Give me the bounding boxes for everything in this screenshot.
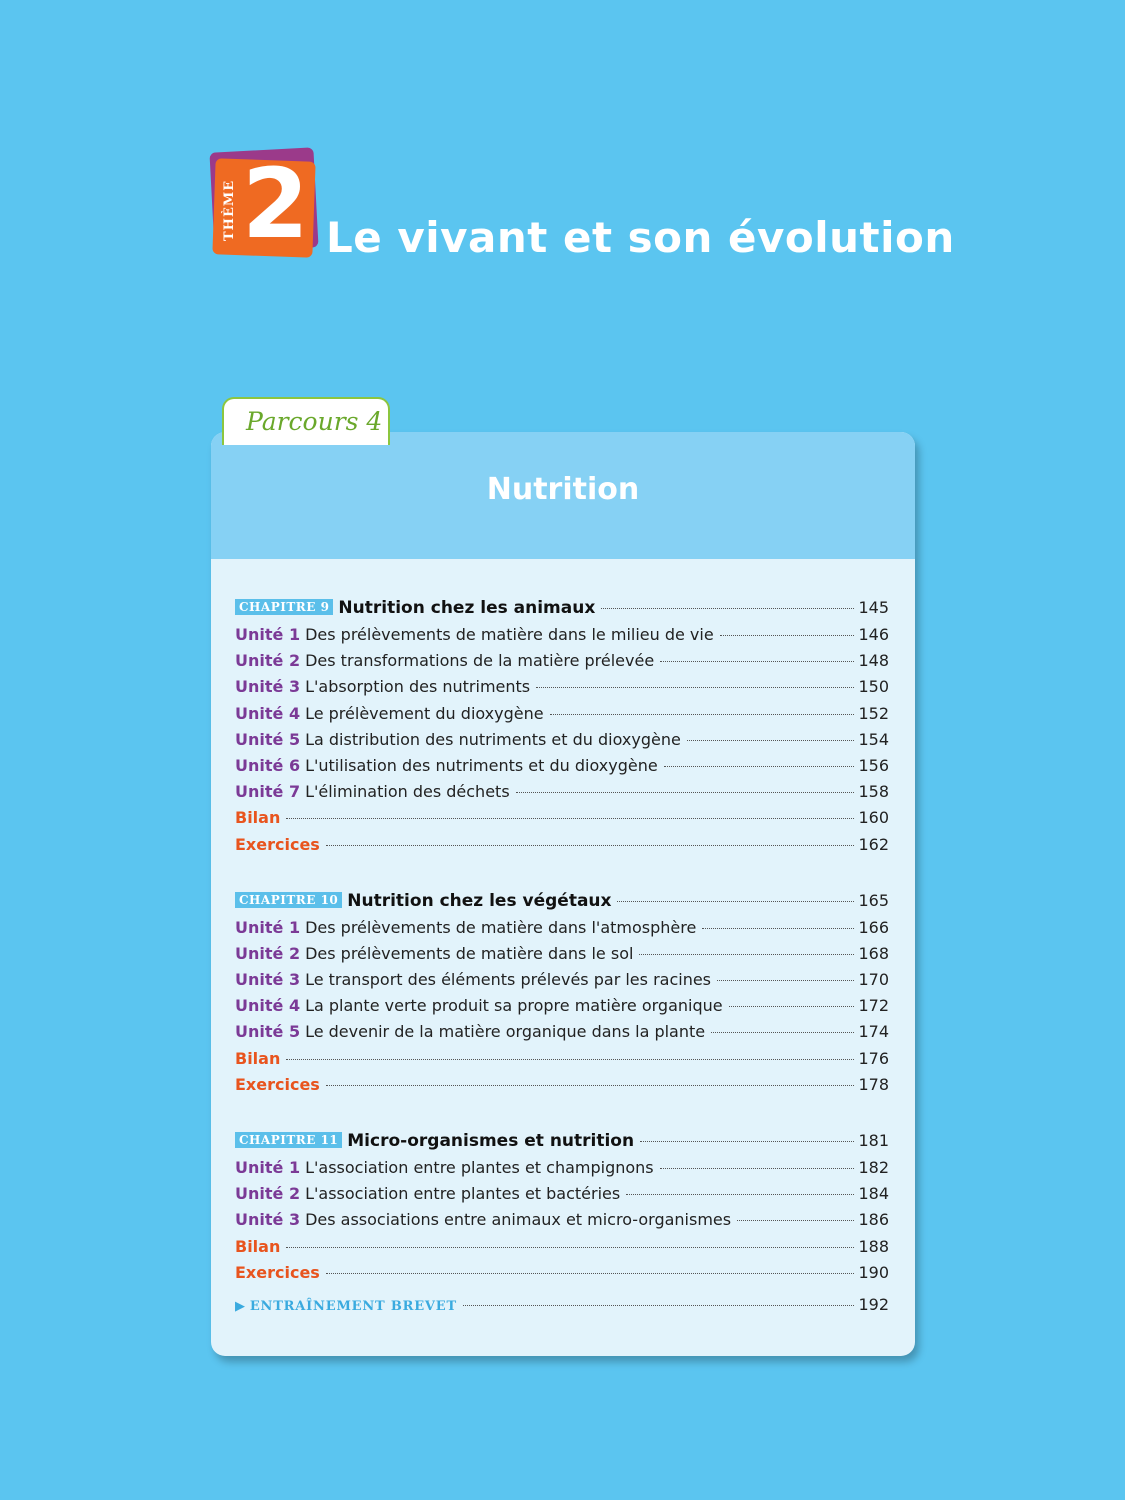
unit-title: Le devenir de la matière organique dans la plante — [305, 1022, 706, 1042]
unit-label: Unité 1 — [235, 625, 301, 644]
chapter-badge: CHAPITRE 9 — [235, 599, 333, 615]
exercices-row[interactable] — [235, 835, 889, 861]
unit-row[interactable] — [235, 1022, 889, 1048]
page-number: 168 — [858, 943, 889, 963]
page-number: 174 — [858, 1022, 889, 1042]
brevet-row[interactable] — [235, 1295, 889, 1321]
unit-row[interactable] — [235, 1210, 889, 1236]
dot-leader — [626, 1194, 854, 1195]
play-arrow-icon: ▶ — [235, 1298, 246, 1314]
page-number: 192 — [858, 1294, 889, 1314]
page-number: 154 — [858, 729, 889, 749]
page-number: 178 — [858, 1074, 889, 1094]
unit-row[interactable] — [235, 996, 889, 1022]
unit-label: Unité 3 — [235, 1210, 301, 1230]
page-number: 182 — [858, 1158, 889, 1177]
unit-label: Unité 5 — [235, 1022, 301, 1042]
theme-badge — [208, 146, 320, 258]
unit-title: L'association entre plantes et bactéries — [305, 1184, 621, 1204]
page-number: 176 — [858, 1048, 889, 1068]
brevet-label: ENTRAÎNEMENT BREVET — [249, 1298, 457, 1314]
parcours-tab: Parcours 4 — [222, 397, 390, 445]
page-number: 172 — [858, 996, 889, 1016]
page-number: 158 — [858, 782, 889, 802]
dot-leader — [286, 1247, 854, 1248]
card-header — [211, 432, 915, 559]
dot-leader — [660, 1168, 855, 1169]
dot-leader — [737, 1220, 854, 1221]
unit-title: Des transformations de la matière prélevée — [305, 651, 655, 671]
theme-title: Le vivant et son évolution — [326, 213, 955, 262]
page-number: 162 — [858, 834, 889, 854]
chapter-badge: CHAPITRE 11 — [235, 1132, 342, 1148]
page-number: 170 — [858, 970, 889, 990]
dot-leader — [326, 1273, 855, 1274]
unit-title: Des associations entre animaux et micro-organismes — [305, 1210, 732, 1230]
unit-title: Des prélèvements de matière dans le sol — [305, 943, 634, 963]
dot-leader — [463, 1305, 854, 1306]
dot-leader — [702, 928, 854, 929]
unit-title: L'association entre plantes et champignons — [305, 1158, 654, 1177]
unit-row[interactable] — [235, 625, 889, 651]
exercices-label: Exercices — [235, 834, 320, 854]
unit-row[interactable] — [235, 970, 889, 996]
unit-title: Des prélèvements de matière dans le milieu de vie — [305, 625, 714, 644]
page-number: 165 — [858, 890, 889, 910]
dot-leader — [326, 845, 855, 846]
unit-row[interactable] — [235, 704, 889, 730]
card-title: Nutrition — [486, 472, 640, 507]
unit-title: Des prélèvements de matière dans l'atmosphère — [305, 917, 697, 937]
unit-title: L'utilisation des nutriments et du dioxygène — [305, 755, 658, 775]
page-number: 145 — [858, 598, 889, 617]
unit-row[interactable] — [235, 782, 889, 808]
unit-row[interactable] — [235, 651, 889, 677]
unit-row[interactable] — [235, 730, 889, 756]
dot-leader — [601, 608, 854, 609]
unit-row[interactable] — [235, 944, 889, 970]
unit-title: La plante verte produit sa propre matière organique — [305, 996, 723, 1016]
bilan-label: Bilan — [235, 808, 281, 828]
page-number: 190 — [858, 1262, 889, 1282]
unit-label: Unité 3 — [235, 970, 301, 990]
dot-leader — [664, 766, 855, 767]
unit-label: Unité 7 — [235, 782, 301, 802]
bilan-row[interactable] — [235, 1049, 889, 1075]
unit-title: Le transport des éléments prélevés par les racines — [305, 970, 712, 990]
exercices-label: Exercices — [235, 1074, 320, 1094]
page-number: 148 — [858, 651, 889, 671]
page-number: 156 — [858, 755, 889, 775]
unit-row[interactable] — [235, 1158, 889, 1184]
dot-leader — [660, 661, 854, 662]
dot-leader — [720, 635, 855, 636]
unit-title: L'élimination des déchets — [305, 782, 510, 802]
chapter-row[interactable] — [235, 598, 889, 625]
page-number: 150 — [858, 677, 889, 697]
unit-row[interactable] — [235, 918, 889, 944]
chapter-row[interactable] — [235, 1131, 889, 1158]
page-number: 188 — [858, 1236, 889, 1256]
unit-label: Unité 4 — [235, 703, 301, 723]
dot-leader — [617, 901, 854, 902]
dot-leader — [639, 954, 854, 955]
page-number: 152 — [858, 703, 889, 723]
dot-leader — [687, 740, 855, 741]
dot-leader — [550, 714, 855, 715]
page-number: 181 — [858, 1131, 889, 1150]
table-of-contents — [235, 598, 889, 1321]
chapter-badge: CHAPITRE 10 — [235, 892, 342, 908]
page-number: 160 — [858, 808, 889, 828]
bilan-row[interactable] — [235, 808, 889, 834]
page-number: 166 — [858, 917, 889, 937]
dot-leader — [286, 1059, 854, 1060]
unit-label: Unité 4 — [235, 996, 301, 1016]
chapter-title: Micro-organismes et nutrition — [347, 1131, 635, 1151]
dot-leader — [286, 818, 854, 819]
theme-number: 2 — [242, 148, 309, 260]
chapter-title: Nutrition chez les végétaux — [347, 890, 612, 911]
dot-leader — [640, 1141, 854, 1142]
chapter-row[interactable] — [235, 891, 889, 918]
dot-leader — [729, 1006, 855, 1007]
exercices-row[interactable] — [235, 1263, 889, 1289]
unit-title: Le prélèvement du dioxygène — [305, 703, 544, 723]
unit-label: Unité 2 — [235, 651, 301, 671]
dot-leader — [711, 1032, 854, 1033]
unit-row[interactable] — [235, 1184, 889, 1210]
unit-title: L'absorption des nutriments — [305, 677, 531, 697]
page-number: 184 — [858, 1184, 889, 1204]
unit-label: Unité 2 — [235, 1184, 301, 1204]
bilan-label: Bilan — [235, 1048, 281, 1068]
unit-title: La distribution des nutriments et du dioxygène — [305, 729, 681, 749]
exercices-row[interactable] — [235, 1075, 889, 1101]
unit-label: Unité 6 — [235, 755, 301, 775]
spacer — [235, 861, 889, 891]
exercices-label: Exercices — [235, 1262, 320, 1282]
dot-leader — [326, 1085, 855, 1086]
dot-leader — [717, 980, 854, 981]
page-number: 146 — [858, 625, 889, 644]
unit-label: Unité 1 — [235, 1158, 301, 1177]
bilan-row[interactable] — [235, 1237, 889, 1263]
theme-label: THÈME — [222, 179, 237, 241]
unit-label: Unité 1 — [235, 917, 301, 937]
bilan-label: Bilan — [235, 1236, 281, 1256]
unit-label: Unité 5 — [235, 729, 301, 749]
toc-card — [211, 432, 915, 1356]
unit-row[interactable] — [235, 756, 889, 782]
spacer — [235, 1101, 889, 1131]
page-number: 186 — [858, 1210, 889, 1230]
chapter-title: Nutrition chez les animaux — [338, 598, 596, 618]
dot-leader — [536, 687, 854, 688]
unit-label: Unité 3 — [235, 677, 301, 697]
unit-label: Unité 2 — [235, 943, 301, 963]
dot-leader — [516, 792, 855, 793]
unit-row[interactable] — [235, 677, 889, 703]
